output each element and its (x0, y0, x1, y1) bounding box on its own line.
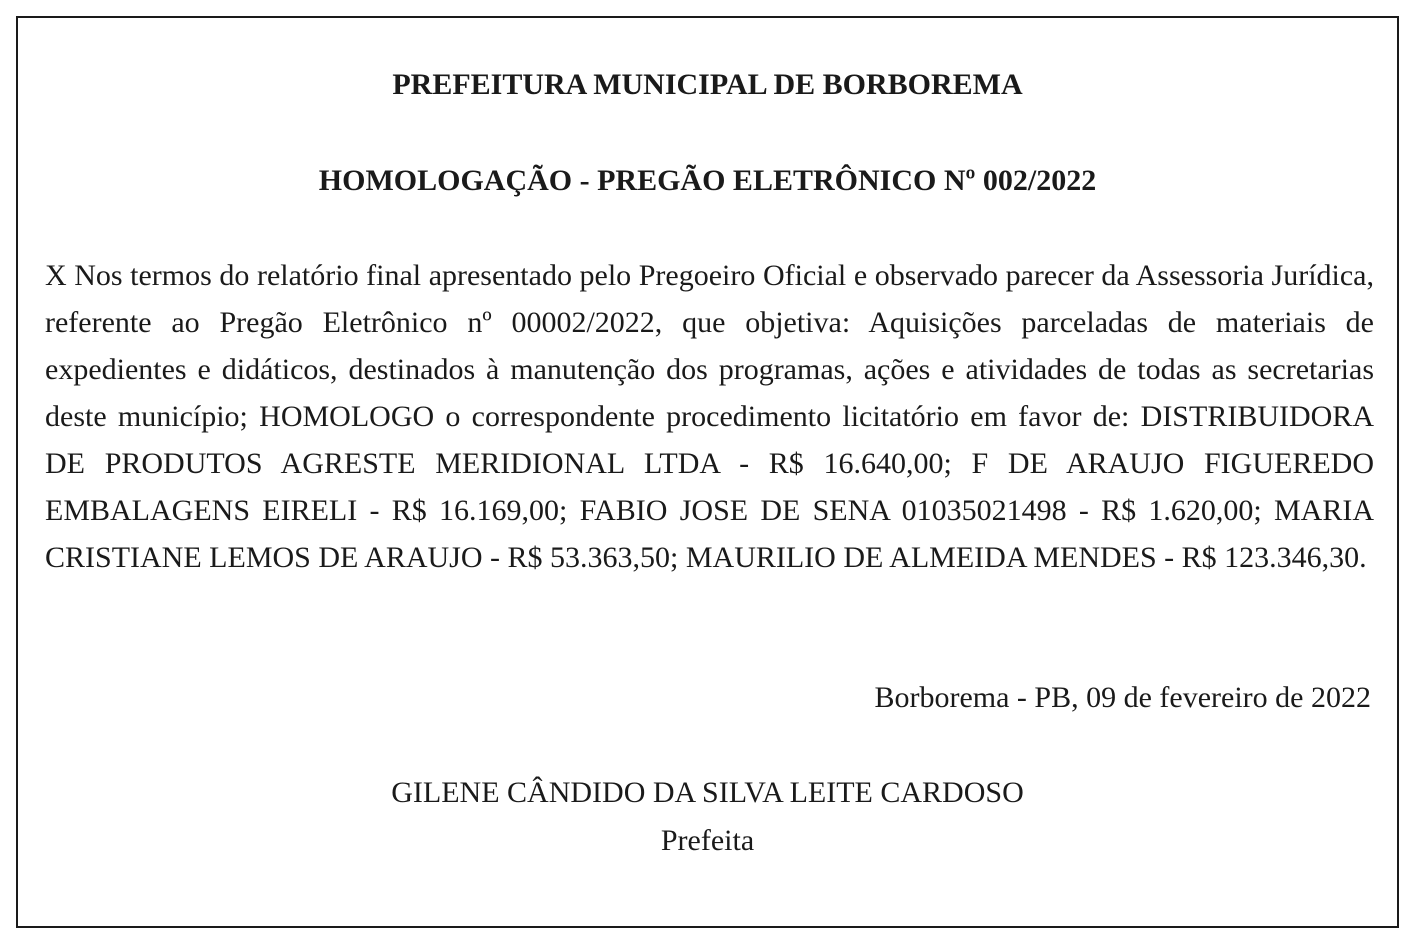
signer-role: Prefeita (660, 824, 755, 857)
notice-frame (16, 16, 1399, 928)
notice-body: X Nos termos do relatório final apresentado pelo Pregoeiro Oficial e observado parecer da Assessoria Jurídica, referente ao Pregão Eletrônico nº 00002/2022, que objetiva: Aquisições parceladas de materiais de expedientes e didáticos, destinados à manutenção dos programas, ações e atividades de todas as secretarias deste município; HOMOLOGO o correspondente procedimento licitatório em favor de: DISTRIBUIDORA DE PRODUTOS AGRESTE MERIDIONAL LTDA - R$ 16.640,00; F DE ARAUJO FIGUEREDO EMBALAGENS EIRELI - R$ 16.169,00; FABIO JOSE DE SENA 01035021498 - R$ 1.620,00; MARIA CRISTIANE LEMOS DE ARAUJO - R$ 53.363,50; MAURILIO DE ALMEIDA MENDES - R$ 123.346,30. (45, 259, 1374, 574)
signer-name: GILENE CÂNDIDO DA SILVA LEITE CARDOSO (391, 776, 1024, 809)
place-date: Borborema - PB, 09 de fevereiro de 2022 (874, 681, 1371, 714)
municipality-title: PREFEITURA MUNICIPAL DE BORBOREMA (392, 68, 1023, 101)
notice-title: HOMOLOGAÇÃO - PREGÃO ELETRÔNICO Nº 002/2022 (318, 164, 1097, 197)
